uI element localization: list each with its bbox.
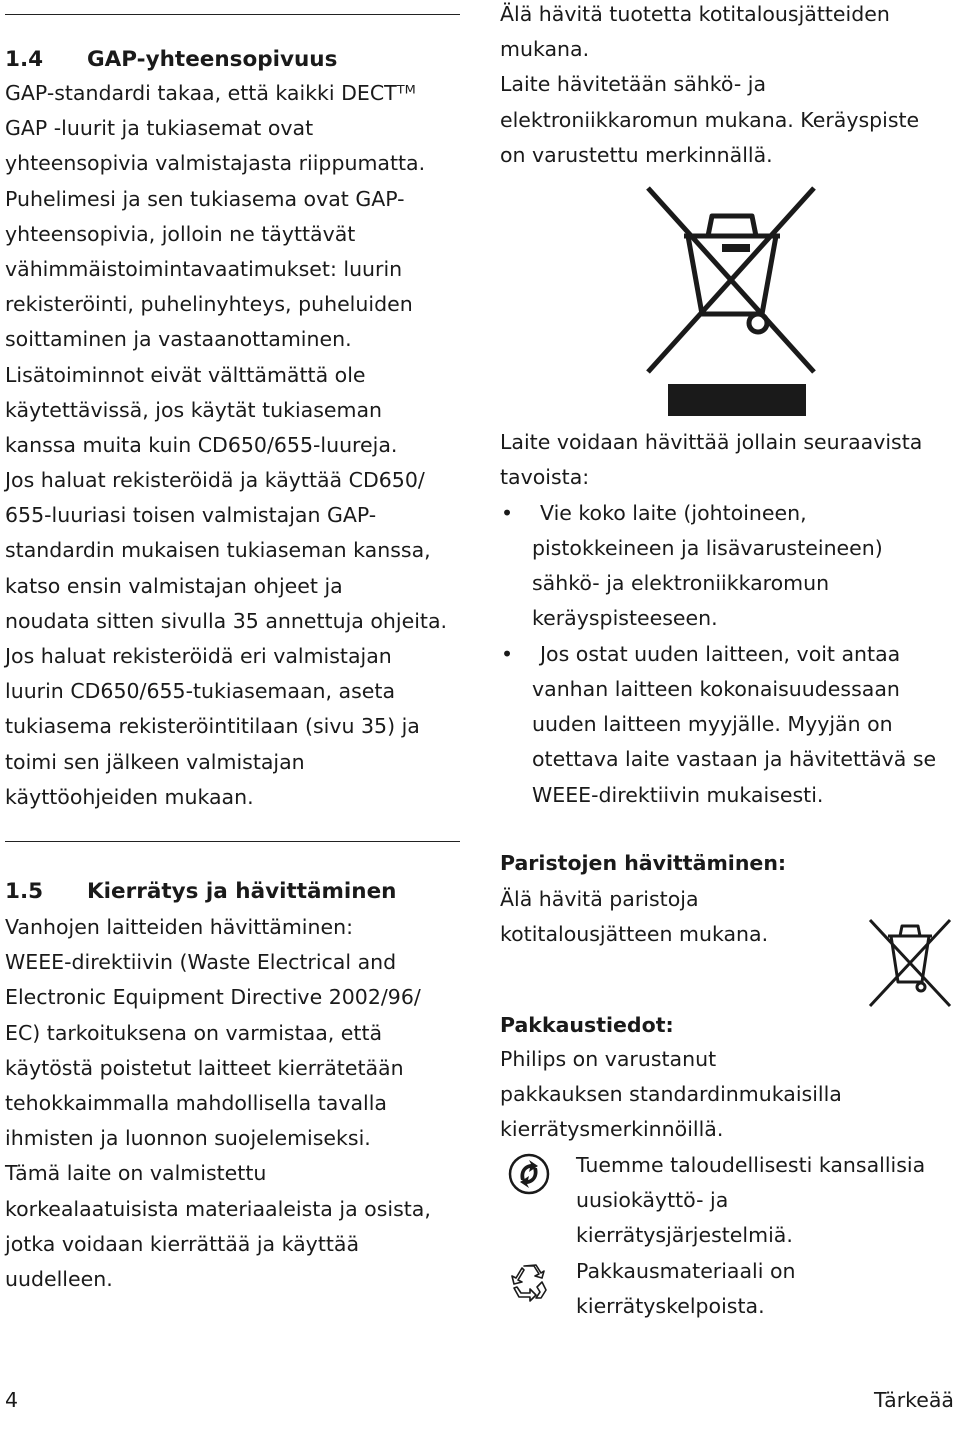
text-line: keräyspisteeseen. bbox=[532, 606, 718, 631]
gap-paragraph bbox=[5, 76, 447, 815]
text-line: rekisteröinti, puhelinyhteys, puheluiden bbox=[5, 292, 413, 317]
text-line: käytöstä poistetut laitteet kierrätetään bbox=[5, 1055, 404, 1080]
text-line: yhteensopivia, jolloin ne täyttävät bbox=[5, 221, 356, 246]
recycle-paragraph bbox=[576, 1254, 796, 1324]
text-line: GAP -luurit ja tukiasemat ovat bbox=[5, 116, 314, 141]
text-line: Vie koko laite (johtoineen, bbox=[540, 501, 807, 525]
battery-disposal-paragraph bbox=[500, 882, 768, 952]
text-line: Älä hävitä tuotetta kotitalousjätteiden bbox=[500, 2, 890, 26]
text-line: uusiokäyttö- ja bbox=[576, 1188, 729, 1213]
text-line: katso ensin valmistajan ohjeet ja bbox=[5, 573, 343, 598]
crossed-out-wheelie-bin-icon bbox=[646, 186, 818, 418]
list-item-continuation bbox=[532, 672, 936, 813]
section-number: 1.4 bbox=[5, 47, 44, 72]
text-line: tehokkaimmalla mahdollisella tavalla bbox=[5, 1090, 387, 1115]
text-line: elektroniikkaromun mukana. Keräyspiste bbox=[500, 107, 920, 132]
green-dot-paragraph bbox=[576, 1148, 925, 1254]
crossed-out-battery-bin-icon bbox=[866, 916, 954, 1012]
text-line: vanhan laitteen kokonaisuudessaan bbox=[532, 677, 900, 701]
text-line: Jos haluat rekisteröidä eri valmistajan bbox=[5, 644, 392, 668]
text-line: uudelleen. bbox=[5, 1266, 113, 1291]
section-number: 1.5 bbox=[5, 879, 44, 904]
page-number: 4 bbox=[5, 1388, 19, 1412]
text-line: standardin mukaisen tukiaseman kanssa, bbox=[5, 538, 431, 563]
text-line: Pakkausmateriaali on bbox=[576, 1259, 796, 1283]
list-item-continuation bbox=[532, 531, 883, 637]
text-line: mukana. bbox=[500, 37, 590, 62]
text-line: toimi sen jälkeen valmistajan bbox=[5, 749, 305, 774]
text-line: Vanhojen laitteiden hävittäminen: bbox=[5, 915, 353, 939]
text-line: ihmisten ja luonnon suojelemiseksi. bbox=[5, 1126, 371, 1151]
text-line: vähimmäistoimintavaatimukset: luurin bbox=[5, 256, 403, 281]
text-line: Laite voidaan hävittää jollain seuraavista bbox=[500, 430, 923, 454]
text-line: Laite hävitetään sähkö- ja bbox=[500, 72, 767, 97]
text-line: on varustettu merkinnällä. bbox=[500, 142, 773, 167]
text-line: Tämä laite on valmistettu bbox=[5, 1161, 267, 1186]
text-line: Jos ostat uuden laitteen, voit antaa bbox=[540, 642, 901, 666]
text-line: sähkö- ja elektroniikkaromun bbox=[532, 571, 830, 596]
list-item bbox=[540, 496, 807, 531]
text-line: Puhelimesi ja sen tukiasema ovat GAP- bbox=[5, 186, 405, 211]
text-line: GAP-standardi takaa, että kaikki DECTᵀᴹ bbox=[5, 81, 416, 105]
text-line: kierrätyskelpoista. bbox=[576, 1294, 765, 1319]
recycling-paragraph bbox=[5, 910, 431, 1297]
footer-section-name: Tärkeää bbox=[874, 1388, 954, 1412]
text-line: Lisätoiminnot eivät välttämättä ole bbox=[5, 362, 366, 387]
text-line: jotka voidaan kierrättää ja käyttää bbox=[5, 1231, 360, 1256]
text-line: luurin CD650/655-tukiasemaan, aseta bbox=[5, 679, 396, 704]
battery-disposal-heading: Paristojen hävittäminen: bbox=[500, 851, 787, 875]
text-line: otettava laite vastaan ja hävitettävä se bbox=[532, 747, 937, 772]
text-line: pakkauksen standardinmukaisilla bbox=[500, 1082, 842, 1107]
text-line: korkealaatuisista materiaaleista ja osista, bbox=[5, 1196, 431, 1221]
text-line: kotitalousjätteen mukana. bbox=[500, 922, 769, 947]
packaging-info-paragraph bbox=[500, 1042, 842, 1148]
bullet-marker: • bbox=[501, 501, 514, 525]
section-heading-gap bbox=[5, 42, 337, 77]
text-line: uuden laitteen myyjälle. Myyjän on bbox=[532, 712, 893, 737]
section-title: Kierrätys ja hävittäminen bbox=[87, 879, 397, 904]
text-line: Philips on varustanut bbox=[500, 1047, 717, 1071]
text-line: soittaminen ja vastaanottaminen. bbox=[5, 327, 352, 352]
text-line: pistokkeineen ja lisävarusteineen) bbox=[532, 536, 883, 560]
text-line: WEEE-direktiivin mukaisesti. bbox=[532, 782, 824, 807]
green-dot-icon bbox=[508, 1153, 550, 1195]
text-line: yhteensopivia valmistajasta riippumatta. bbox=[5, 151, 426, 176]
text-line: Jos haluat rekisteröidä ja käyttää CD650/ bbox=[5, 468, 425, 493]
text-line: EC) tarkoituksena on varmistaa, että bbox=[5, 1020, 383, 1045]
section-heading-recycling bbox=[5, 874, 397, 909]
section-title: GAP-yhteensopivuus bbox=[87, 47, 338, 72]
text-line: kierrätysjärjestelmiä. bbox=[576, 1223, 793, 1248]
recycling-symbol-icon bbox=[508, 1262, 550, 1302]
text-line: käyttöohjeiden mukaan. bbox=[5, 784, 254, 809]
text-line: tavoista: bbox=[500, 465, 590, 490]
list-item bbox=[540, 637, 900, 672]
text-line: WEEE-direktiivin (Waste Electrical and bbox=[5, 950, 397, 975]
packaging-info-heading: Pakkaustiedot: bbox=[500, 1013, 674, 1037]
text-line: Älä hävitä paristoja bbox=[500, 887, 699, 911]
text-line: noudata sitten sivulla 35 annettuja ohjeita. bbox=[5, 608, 448, 633]
text-line: kierrätysmerkinnöillä. bbox=[500, 1117, 724, 1142]
text-line: 655-luuriasi toisen valmistajan GAP- bbox=[5, 503, 377, 528]
section-divider bbox=[5, 841, 460, 842]
text-line: Electronic Equipment Directive 2002/96/ bbox=[5, 985, 421, 1010]
bullet-marker: • bbox=[501, 642, 514, 666]
weee-intro-paragraph bbox=[500, 0, 919, 173]
text-line: käytettävissä, jos käytät tukiaseman bbox=[5, 397, 383, 422]
text-line: kanssa muita kuin CD650/655-luureja. bbox=[5, 432, 398, 457]
text-line: tukiasema rekisteröintitilaan (sivu 35) ja bbox=[5, 714, 420, 739]
text-line: Tuemme taloudellisesti kansallisia bbox=[576, 1153, 926, 1177]
disposal-options-intro bbox=[500, 425, 922, 495]
section-divider bbox=[5, 14, 460, 15]
